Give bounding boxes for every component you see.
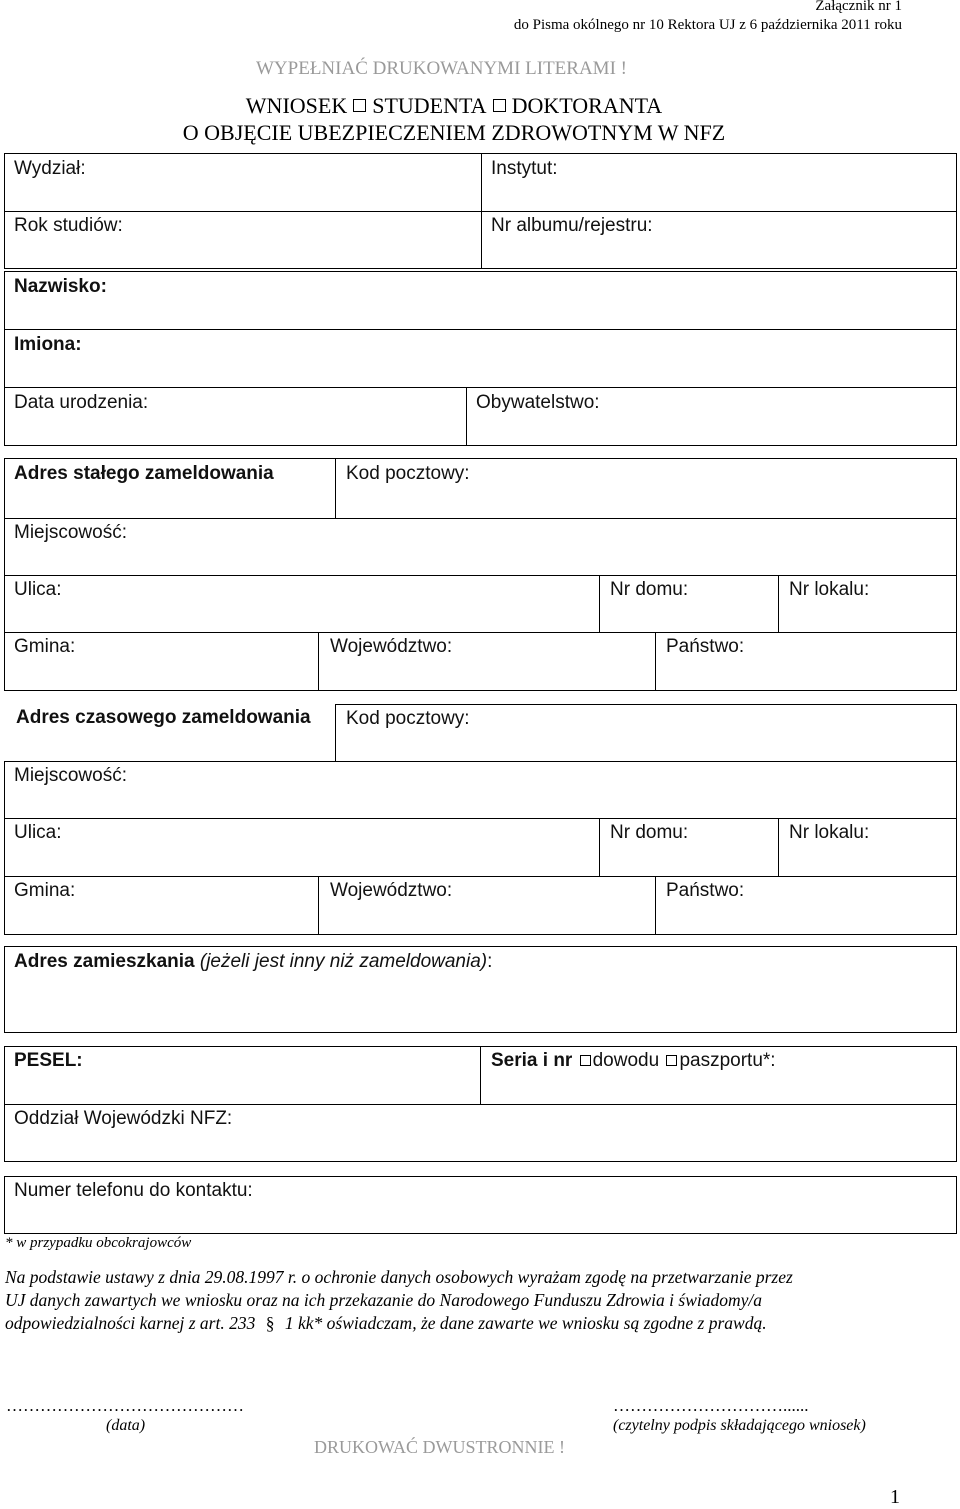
citizenship-label: Obywatelstwo:	[476, 392, 600, 413]
institute-label: Instytut:	[491, 158, 558, 179]
residence-note: (jeżeli jest inny niż zameldowania)	[199, 951, 488, 972]
permanent-street-label: Ulica:	[14, 579, 62, 600]
temporary-country-label: Państwo:	[666, 880, 745, 901]
permanent-house-label: Nr domu:	[610, 579, 689, 600]
divider	[655, 876, 656, 934]
divider	[335, 704, 957, 705]
phone-label: Numer telefonu do kontaktu:	[14, 1180, 253, 1201]
divider	[655, 632, 656, 691]
consent-line-1: Na podstawie ustawy z dnia 29.08.1997 r. o ochronie danych osobowych wyrażam zgodę na przetwarzanie przez	[5, 1267, 793, 1287]
checkbox-doctoral[interactable]	[493, 99, 506, 112]
divider	[956, 704, 957, 935]
divider	[778, 575, 779, 632]
divider	[4, 1104, 957, 1105]
checkbox-student[interactable]	[353, 99, 366, 112]
consent-line-3-before: odpowiedzialności karnej z art. 233	[5, 1313, 256, 1333]
permanent-country-label: Państwo:	[666, 636, 745, 657]
attachment-line-1: Załącznik nr 1	[815, 0, 902, 14]
study-year-label: Rok studiów:	[14, 215, 123, 236]
temporary-street-label: Ulica:	[14, 822, 62, 843]
document-series-label	[491, 1050, 776, 1072]
divider	[4, 761, 957, 762]
divider	[4, 934, 957, 935]
form-title	[0, 92, 908, 146]
divider	[4, 575, 957, 576]
temporary-house-label: Nr domu:	[610, 822, 689, 843]
divider	[4, 818, 957, 819]
title-word-doctoral: DOKTORANTA	[511, 93, 663, 118]
divider	[318, 876, 319, 934]
divider	[4, 211, 957, 212]
fill-instruction: WYPEŁNIAĆ DRUKOWANYMI LITERAMI !	[256, 58, 627, 79]
title-word-request: WNIOSEK	[245, 93, 348, 118]
date-caption: (data)	[106, 1417, 146, 1434]
title-word-student: STUDENTA	[372, 93, 487, 118]
series-prefix: Seria i nr	[491, 1050, 573, 1071]
attachment-line-2: do Pisma okólnego nr 10 Rektora UJ z 6 października 2011 roku	[513, 17, 902, 33]
temporary-address-heading: Adres czasowego zameldowania	[16, 707, 311, 728]
temporary-commune-label: Gmina:	[14, 880, 76, 901]
residence-heading: Adres zamieszkania	[14, 951, 195, 972]
divider	[599, 575, 600, 632]
title-line-2: O OBJĘCIE UBEZPIECZENIEM ZDROWOTNYM W NFZ	[182, 120, 726, 145]
consent-line-3-after: 1 kk* oświadczam, że dane zawarte we wniosku są zgodne z prawdą.	[284, 1313, 767, 1333]
print-duplex-instruction: DRUKOWAĆ DWUSTRONNIE !	[314, 1437, 565, 1457]
temporary-postal-label: Kod pocztowy:	[346, 708, 470, 729]
residence-address-label	[14, 951, 492, 973]
divider	[4, 387, 957, 388]
permanent-address-heading: Adres stałego zameldowania	[14, 463, 274, 484]
signature-dots: …………………………......	[613, 1396, 809, 1415]
temporary-voivodeship-label: Województwo:	[330, 880, 453, 901]
names-label: Imiona:	[14, 334, 82, 355]
divider	[778, 818, 779, 876]
divider	[466, 387, 467, 446]
id-card-option: dowodu	[592, 1050, 660, 1071]
consent-line-2: UJ danych zawartych we wniosku oraz na ich przekazanie do Narodowego Funduszu Zdrowia i świadomy/a	[5, 1290, 763, 1310]
pesel-label: PESEL:	[14, 1050, 83, 1071]
footnote: * w przypadku obcokrajowców	[5, 1235, 192, 1251]
permanent-flat-label: Nr lokalu:	[789, 579, 870, 600]
nfz-branch-label: Oddział Wojewódzki NFZ:	[14, 1108, 233, 1129]
permanent-city-label: Miejscowość:	[14, 522, 127, 543]
passport-option: paszportu*:	[679, 1050, 776, 1071]
permanent-voivodeship-label: Województwo:	[330, 636, 453, 657]
divider	[4, 329, 957, 330]
temporary-flat-label: Nr lokalu:	[789, 822, 870, 843]
divider	[4, 632, 957, 633]
page-number: 1	[890, 1486, 900, 1508]
permanent-postal-label: Kod pocztowy:	[346, 463, 470, 484]
divider	[4, 518, 957, 519]
album-number-label: Nr albumu/rejestru:	[491, 215, 653, 236]
person-section	[4, 271, 957, 446]
consent-line-3	[5, 1312, 905, 1335]
divider	[480, 1046, 481, 1104]
birth-date-label: Data urodzenia:	[14, 392, 149, 413]
consent-text	[5, 1266, 905, 1335]
temporary-city-label: Miejscowość:	[14, 765, 127, 786]
faculty-label: Wydział:	[14, 158, 86, 179]
divider	[599, 818, 600, 876]
surname-label: Nazwisko:	[14, 276, 107, 297]
section-sign: §	[265, 1313, 275, 1333]
residence-colon: :	[487, 951, 493, 972]
permanent-commune-label: Gmina:	[14, 636, 76, 657]
checkbox-passport[interactable]	[666, 1055, 677, 1066]
signature-caption: (czytelny podpis składającego wniosek)	[613, 1417, 866, 1434]
divider	[4, 761, 5, 935]
divider	[335, 458, 336, 518]
divider	[4, 876, 957, 877]
date-dots: ……………………………………	[6, 1396, 244, 1415]
divider	[335, 704, 336, 761]
divider	[318, 632, 319, 691]
checkbox-id-card[interactable]	[580, 1055, 591, 1066]
